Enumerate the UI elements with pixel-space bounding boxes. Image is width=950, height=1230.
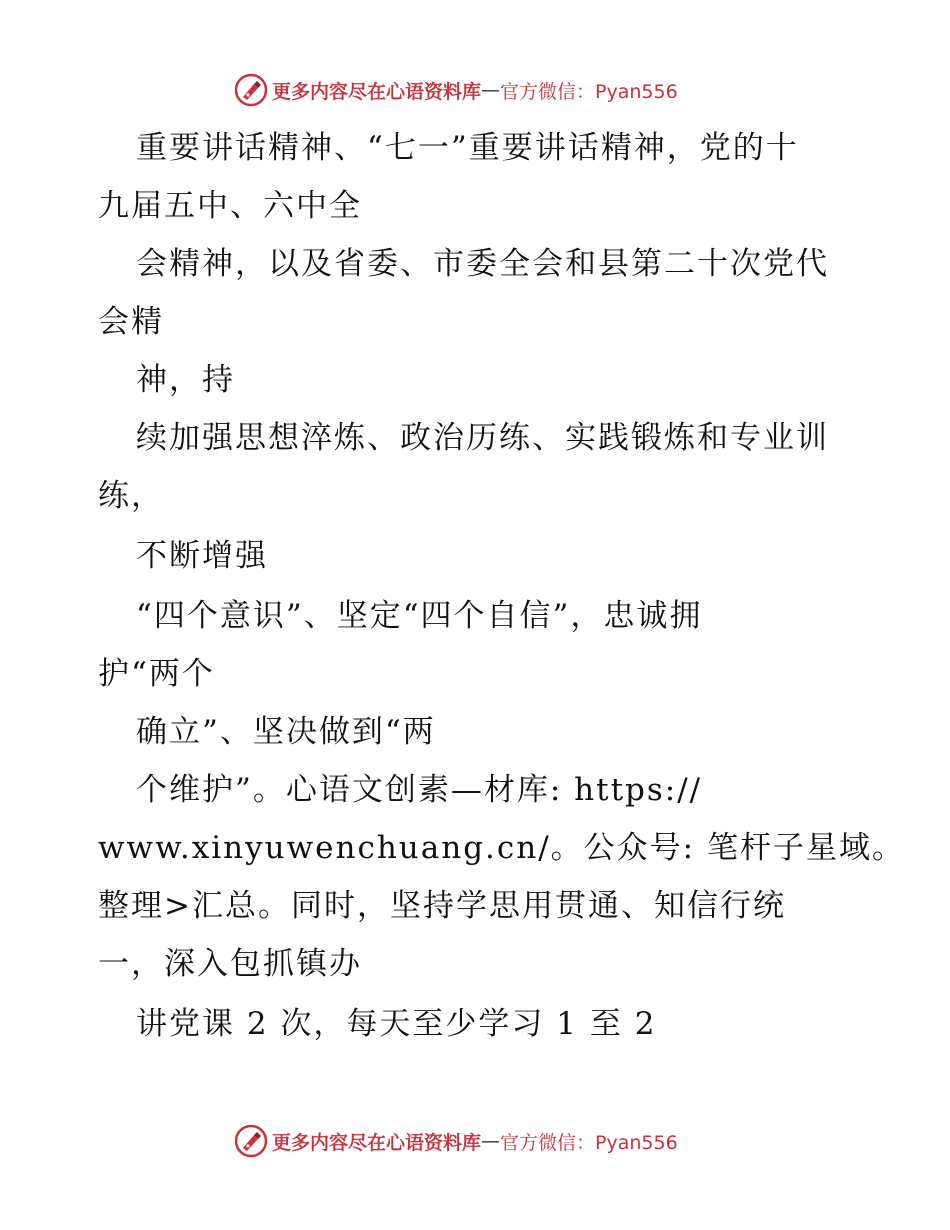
- body-line: 神，持: [136, 362, 235, 398]
- footer-watermark: [234, 1124, 678, 1158]
- pen-nib-logo-icon: [234, 1124, 268, 1158]
- body-line: 讲党课 2 次，每天至少学习 1 至 2: [136, 1006, 657, 1042]
- body-line: 不断增强: [136, 538, 268, 574]
- header-watermark: [234, 73, 678, 107]
- watermark-wechat-text: 官方微信：Pyan556: [500, 1131, 678, 1154]
- pen-nib-logo-icon: [234, 73, 268, 107]
- body-line: 重要讲话精神、“七一”重要讲话精神，党的十: [136, 130, 799, 166]
- watermark-site-text: 更多内容尽在心语资料库: [272, 80, 482, 103]
- body-line: 确立”、坚决做到“两: [136, 714, 436, 750]
- body-line: 续加强思想淬炼、政治历练、实践锻炼和专业训: [136, 420, 829, 456]
- body-line: 会精神，以及省委、市委全会和县第二十次党代: [136, 246, 829, 282]
- body-line: 一，深入包抓镇办: [98, 946, 362, 982]
- body-line: 练，: [98, 478, 164, 514]
- body-line: 九届五中、六中全: [98, 188, 362, 224]
- body-line: www.xinyuwenchuang.cn/。公众号: 笔杆子星域。: [98, 830, 905, 866]
- watermark-wechat-text: 官方微信：Pyan556: [500, 80, 678, 103]
- watermark-dash: —: [481, 79, 501, 101]
- body-line: “四个意识”、坚定“四个自信”，忠诚拥: [136, 598, 703, 634]
- watermark-dash: —: [481, 1130, 501, 1152]
- body-line: 会精: [98, 304, 164, 340]
- watermark-site-text: 更多内容尽在心语资料库: [272, 1131, 482, 1154]
- body-line: 护“两个: [98, 656, 215, 692]
- body-line: 整理>汇总。同时，坚持学思用贯通、知信行统: [98, 888, 786, 924]
- body-line: 个维护”。心语文创素—材库: https://: [136, 772, 703, 808]
